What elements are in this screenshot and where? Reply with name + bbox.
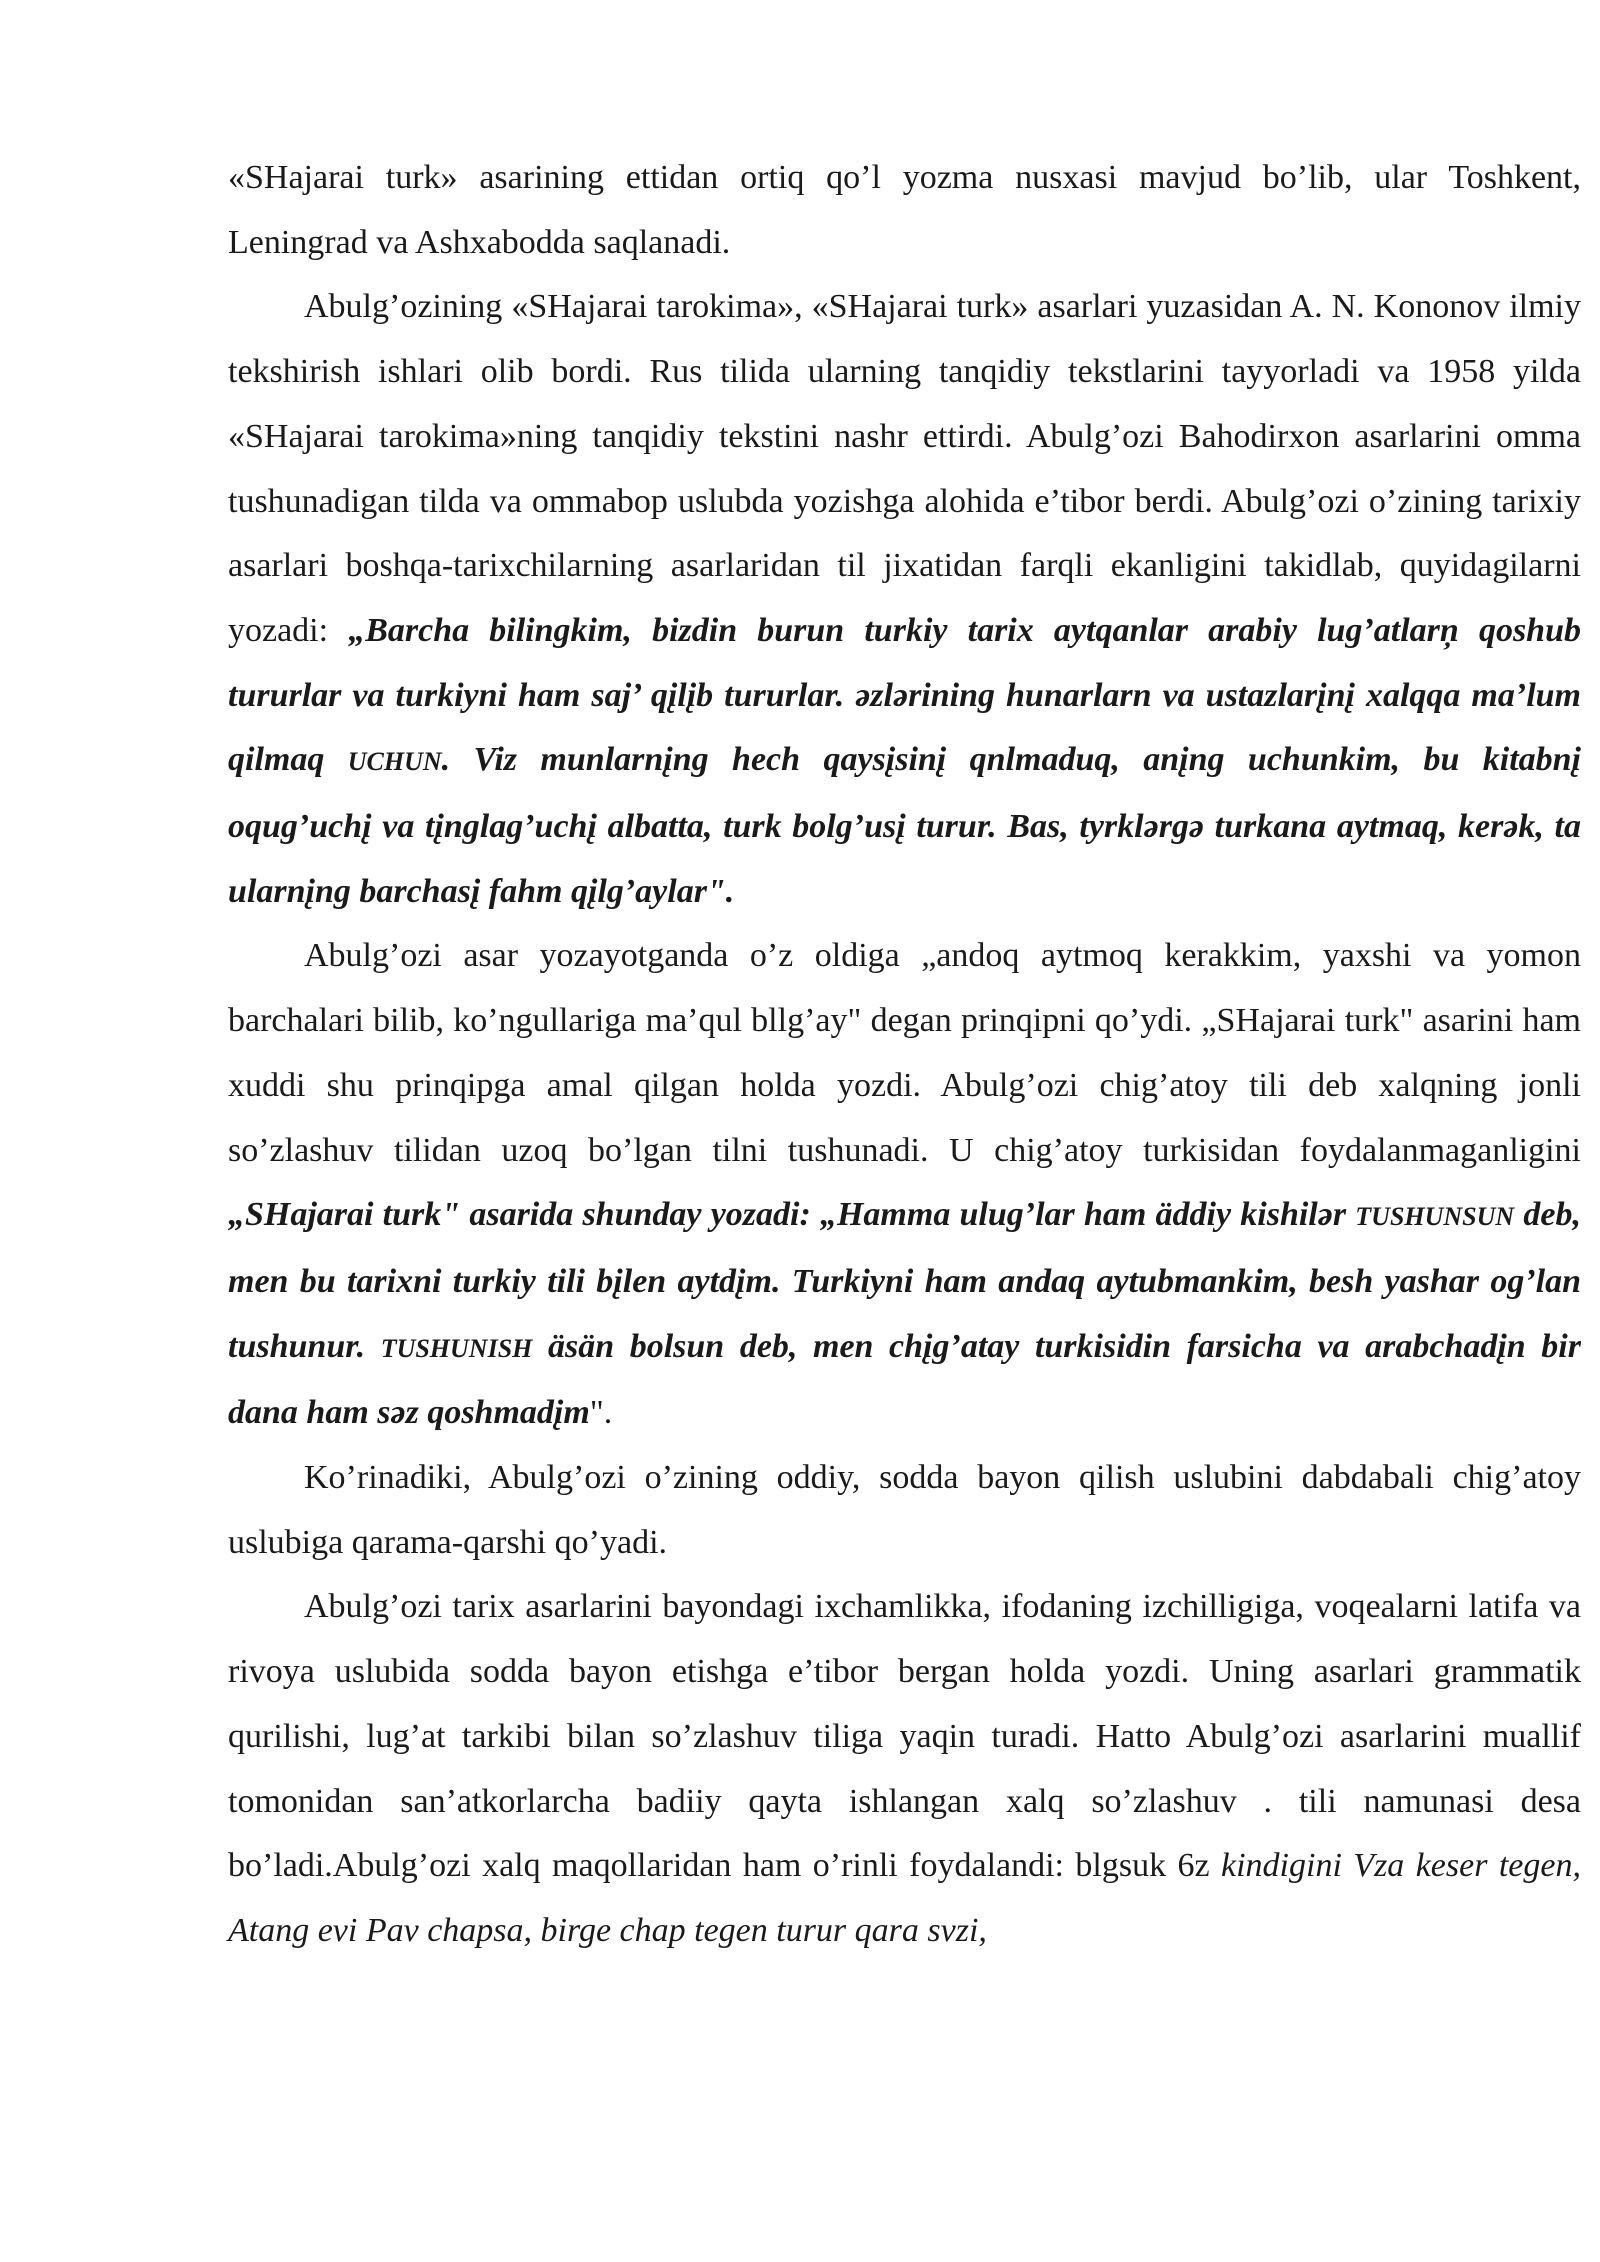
- text-span: Ko’rinadiki, Abulg’ozi o’zining oddiy, sodda bayon qilish uslubini dabdabali chig’atoy uslubiga qarama-qarshi qo’yadi.: [228, 1459, 1581, 1561]
- document-page: [228, 146, 1581, 1964]
- paragraph-3: [228, 924, 1581, 1446]
- paragraph-5: [228, 1575, 1581, 1963]
- paragraph-1: [228, 146, 1581, 275]
- quote-span: „Barcha bilingkim, bizdin burun turkiy tarix aytqanlar arabiy lug’atlarņ qoshub tururlar va turkiyni ham saj’ qįlįb tururlar. əzlərining hunarlarn va ustazlarįnį xalqqa ma’lum qilmaq: [228, 611, 1581, 779]
- smallcaps-span: UCHUN: [347, 747, 442, 777]
- text-span: ".: [589, 1394, 613, 1432]
- quote-span: . Viz munlarnįng hech qaysįsinį qnlmaduq, anįng uchunkim, bu kitabnį oqug’uchį va tįnglag’uchį albatta, turk bolg’usį turur. Bas, tyrklərgə turkana aytmaq, kerək, ta ularnįng barchasį fahm qįlg’aylar".: [228, 741, 1581, 910]
- smallcaps-span: TUSHUNSUN: [1355, 1202, 1515, 1232]
- text-span: Abulg’ozi tarix asarlarini bayondagi ixchamlikka, ifodaning izchilligiga, voqealarni latifa va rivoya uslubida sodda bayon etishga e’tibor bergan holda yozdi. Uning asarlari grammatik qurilishi, lug’at tarkibi bilan so’zlashuv tiliga yaqin turadi. Hatto Abulg’ozi asarlarini muallif tomonidan san’atkorlarcha badiiy qayta ishlangan xalq so’zlashuv . tili namunasi desa bo’ladi.Abulg’ozi xalq maqollaridan ham o’rinli foydalandi: blgsuk 6z: [228, 1588, 1581, 1885]
- text-span: «SHajarai turk» asarining ettidan ortiq qo’l yozma nusxasi mavjud bo’lib, ular Toshkent, Leningrad va Ashxabodda saqlanadi.: [228, 159, 1581, 261]
- text-span: Abulg’ozining «SHajarai tarokima», «SHajarai turk» asarlari yuzasidan A. N. Kononov ilmiy tekshirish ishlari olib bordi. Rus tilida ularning tanqidiy tekstlarini tayyorladi va 1958 yilda «SHajarai tarokima»ning tanqidiy tekstini nashr ettirdi. Abulg’ozi Bahodirxon asarlarini omma tushunadigan tilda va ommabop uslubda yozishga alohida e’tibor berdi. Abulg’ozi o’zining tarixiy asarlari boshqa-tarixchilarning asarlaridan til jixatidan farqli ekanligini takidlab, quyidagilarni yozadi:: [228, 288, 1581, 649]
- text-span: Abulg’ozi asar yozayotganda o’z oldiga „andoq aytmoq kerakkim, yaxshi va yomon barchalari bilib, ko’ngullariga ma’qul bllg’ay" degan prinqipni qo’ydi. „SHajarai turk" asarini ham xuddi shu prinqipga amal qilgan holda yozdi. Abulg’ozi chig’atoy tili deb xalqning jonli so’zlashuv tilidan uzoq bo’lgan tilni tushunadi. U chig’atoy turkisidan foydalanmaganligini: [228, 937, 1581, 1169]
- paragraph-2: [228, 275, 1581, 924]
- quote-span: deb, men bu tarixni turkiy tili bįlen aytdįm. Turkiyni ham andaq aytubmankim, besh yashar og’lan tushunur.: [228, 1196, 1581, 1365]
- quote-span: äsän bolsun deb, men chįg’atay turkisidin farsicha va arabchadįn bir dana ham səz qoshmadįm: [228, 1327, 1581, 1432]
- italic-span: kindigini Vza keser tegen, Atang evi Pav chapsa, birge chap tegen turur qara svzi,: [228, 1847, 1581, 1949]
- paragraph-4: [228, 1446, 1581, 1575]
- quote-span: „SHajarai turk" asarida shunday yozadi: „Hamma ulug’lar ham äddiy kishilər: [228, 1196, 1356, 1234]
- smallcaps-span: TUSHUNISH: [380, 1333, 533, 1363]
